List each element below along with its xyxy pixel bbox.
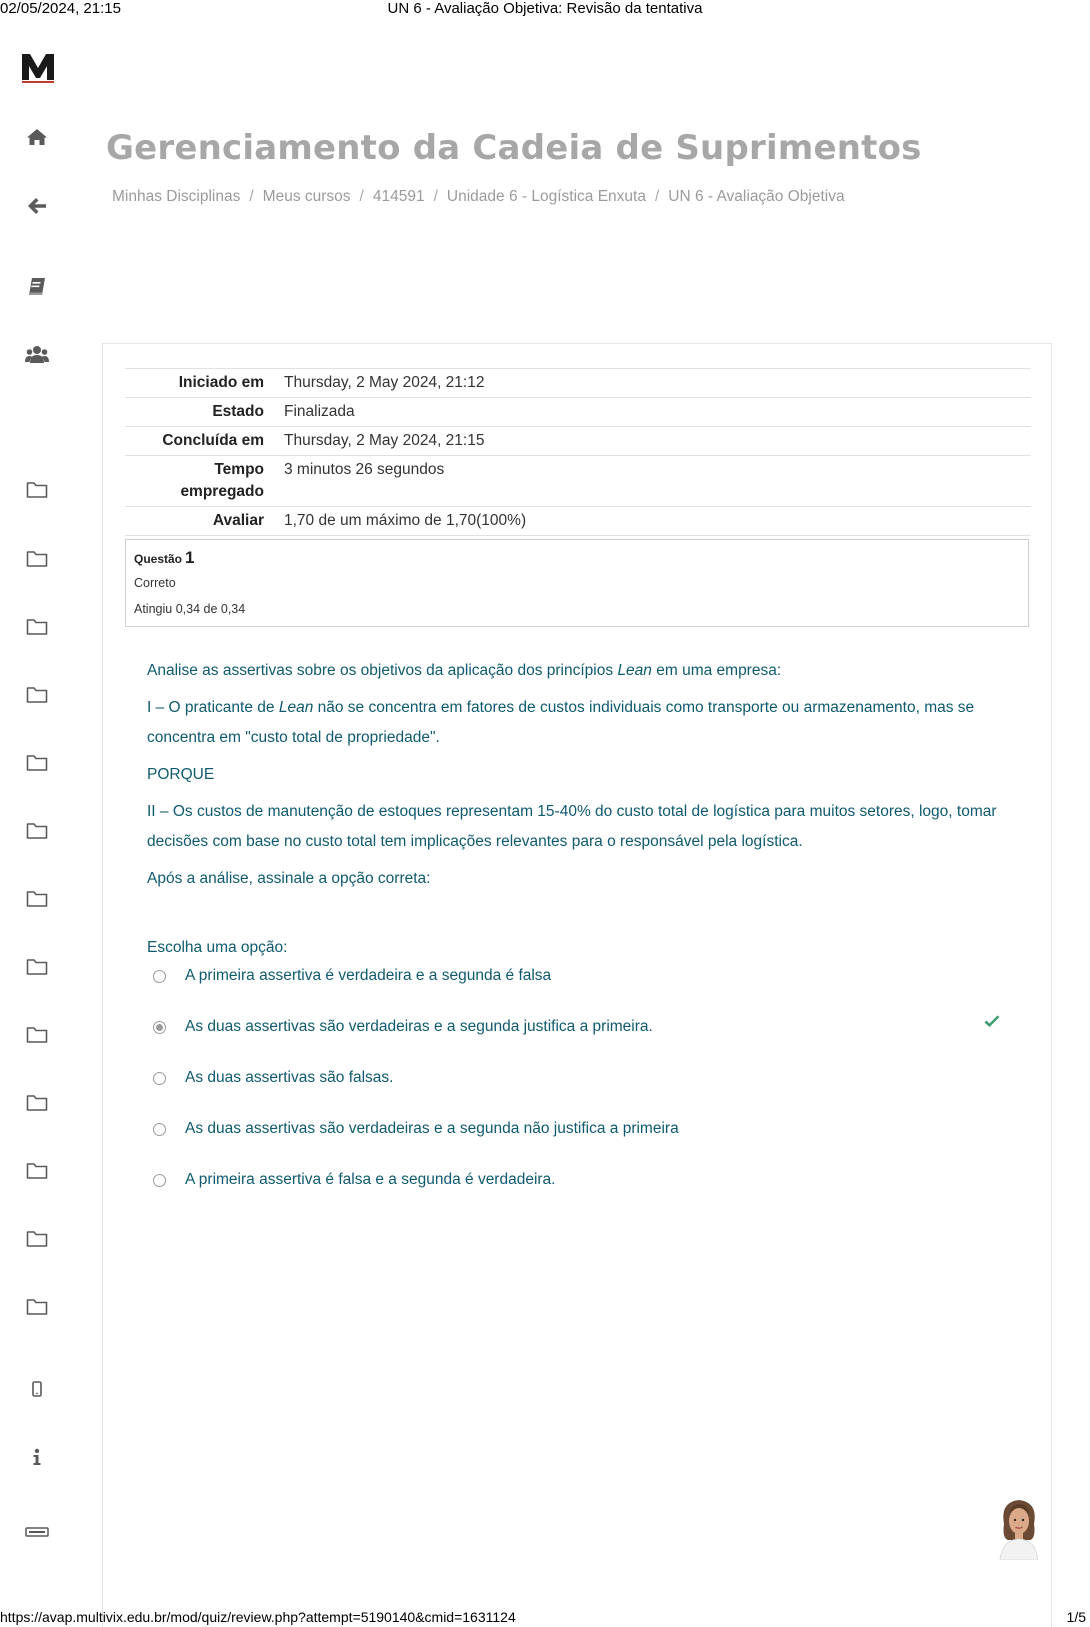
summary-value: Finalizada [284,403,355,420]
answer-label[interactable]: As duas assertivas são verdadeiras e a segunda justifica a primeira. [185,1018,653,1035]
summary-row-completed [125,427,1031,456]
summary-label: Avaliar [212,512,264,529]
summary-label: Iniciado em [178,374,264,391]
folder-icon[interactable] [24,478,50,502]
question-text [147,656,1027,901]
assertion-1 [147,693,1027,753]
folder-icon[interactable] [24,1159,50,1183]
assertion-1-text: não se concentra em fatores de custos individuais como transporte ou armazenamento, mas se concentra em "custo total de propriedade". [147,699,975,746]
assertion-1-text: I – O praticante de [147,699,275,716]
answer-radio[interactable] [153,1072,166,1085]
answer-option[interactable] [147,966,1007,1017]
question-intro-text: Analise as assertivas sobre os objetivos da aplicação dos princípios [147,662,614,679]
question-intro-emphasis: Lean [617,662,652,679]
breadcrumb-item-quiz[interactable]: UN 6 - Avaliação Objetiva [668,188,845,205]
folder-icon[interactable] [24,1295,50,1319]
breadcrumb-item-meus-cursos[interactable]: Meus cursos [262,188,351,205]
summary-value: 3 minutos 26 segundos [284,461,445,478]
print-datetime: 02/05/2024, 21:15 [0,0,121,17]
assistant-avatar[interactable] [996,1494,1042,1560]
answer-prompt: Escolha uma opção: [147,939,288,956]
folder-icon[interactable] [24,547,50,571]
answer-option[interactable] [147,1017,1007,1068]
folder-icon[interactable] [24,1227,50,1251]
summary-label: Concluída em [162,432,264,449]
summary-value: Thursday, 2 May 2024, 21:15 [284,432,485,449]
info-icon[interactable] [24,1445,50,1469]
question-intro-text: em uma empresa: [656,662,782,679]
sidebar [0,40,75,1610]
folder-icon[interactable] [24,615,50,639]
answer-label[interactable]: A primeira assertiva é falsa e a segunda é verdadeira. [185,1171,556,1188]
answer-radio[interactable] [153,970,166,983]
users-icon[interactable] [24,342,50,366]
assertion-2: II – Os custos de manutenção de estoques representam 15-40% do custo total de logística para muitos setores, logo, tomar decisões com base no custo total tem implicações relevantes para o responsável pela logística. [147,803,997,850]
print-doc-title: UN 6 - Avaliação Objetiva: Revisão da tentativa [387,0,703,17]
question-info-box [125,539,1029,627]
question-instruction: Após a análise, assinale a opção correta: [147,870,431,887]
book-icon[interactable] [24,275,50,299]
summary-label [125,456,278,507]
breadcrumb-separator: / [654,188,660,205]
print-header [0,0,1090,18]
breadcrumb-item-course-id[interactable]: 414591 [372,188,425,205]
breadcrumb-separator: / [249,188,254,205]
folder-icon[interactable] [24,887,50,911]
summary-row-started [125,369,1031,398]
answer-label[interactable]: As duas assertivas são verdadeiras e a segunda não justifica a primeira [185,1120,679,1137]
answer-option[interactable] [147,1170,1007,1221]
question-number-value: 1 [185,548,195,567]
answer-radio-selected[interactable] [153,1021,166,1034]
summary-row-grade [125,507,1031,536]
assertion-1-emphasis: Lean [278,699,314,716]
folder-icon[interactable] [24,683,50,707]
folder-icon[interactable] [24,955,50,979]
question-intro [147,656,1027,686]
print-url: https://avap.multivix.edu.br/mod/quiz/review.php?attempt=5190140&cmid=1631124 [0,1609,516,1625]
quiz-review-card [102,343,1052,1627]
answer-option[interactable] [147,1068,1007,1119]
folder-icon[interactable] [24,819,50,843]
attempt-summary-table [125,368,1031,536]
answer-radio[interactable] [153,1174,166,1187]
folder-icon[interactable] [24,751,50,775]
summary-value: Thursday, 2 May 2024, 21:12 [284,374,485,391]
mobile-icon[interactable] [24,1377,50,1401]
print-page-number: 1/5 [1066,1609,1086,1625]
summary-label-line: Tempo [214,461,264,478]
back-arrow-icon[interactable] [24,194,50,218]
correct-check-icon [983,1015,1001,1034]
answer-options [147,966,1007,1221]
breadcrumb [112,188,845,206]
summary-label-line: empregado [180,483,264,500]
print-footer [0,1607,1090,1627]
question-number [134,548,194,568]
keyboard-icon[interactable] [24,1520,50,1544]
breadcrumb-separator: / [433,188,438,205]
question-mark: Atingiu 0,34 de 0,34 [134,602,246,616]
summary-row-time-taken [125,456,1031,507]
question-state: Correto [134,576,176,590]
folder-icon[interactable] [24,1091,50,1115]
multivix-logo[interactable] [20,48,56,82]
summary-row-state [125,398,1031,427]
course-title: Gerenciamento da Cadeia de Suprimentos [106,128,922,168]
breadcrumb-item-minhas-disciplinas[interactable]: Minhas Disciplinas [112,188,241,205]
breadcrumb-separator: / [359,188,364,205]
breadcrumb-item-unit[interactable]: Unidade 6 - Logística Enxuta [446,188,646,205]
summary-value: 1,70 de um máximo de 1,70(100%) [284,512,527,529]
assertion-connector: PORQUE [147,766,215,783]
summary-label: Estado [212,403,264,420]
question-number-label: Questão [134,552,183,566]
answer-label[interactable]: A primeira assertiva é verdadeira e a segunda é falsa [185,967,552,984]
home-icon[interactable] [24,125,50,149]
answer-option[interactable] [147,1119,1007,1170]
answer-label[interactable]: As duas assertivas são falsas. [185,1069,394,1086]
answer-radio[interactable] [153,1123,166,1136]
folder-icon[interactable] [24,1023,50,1047]
